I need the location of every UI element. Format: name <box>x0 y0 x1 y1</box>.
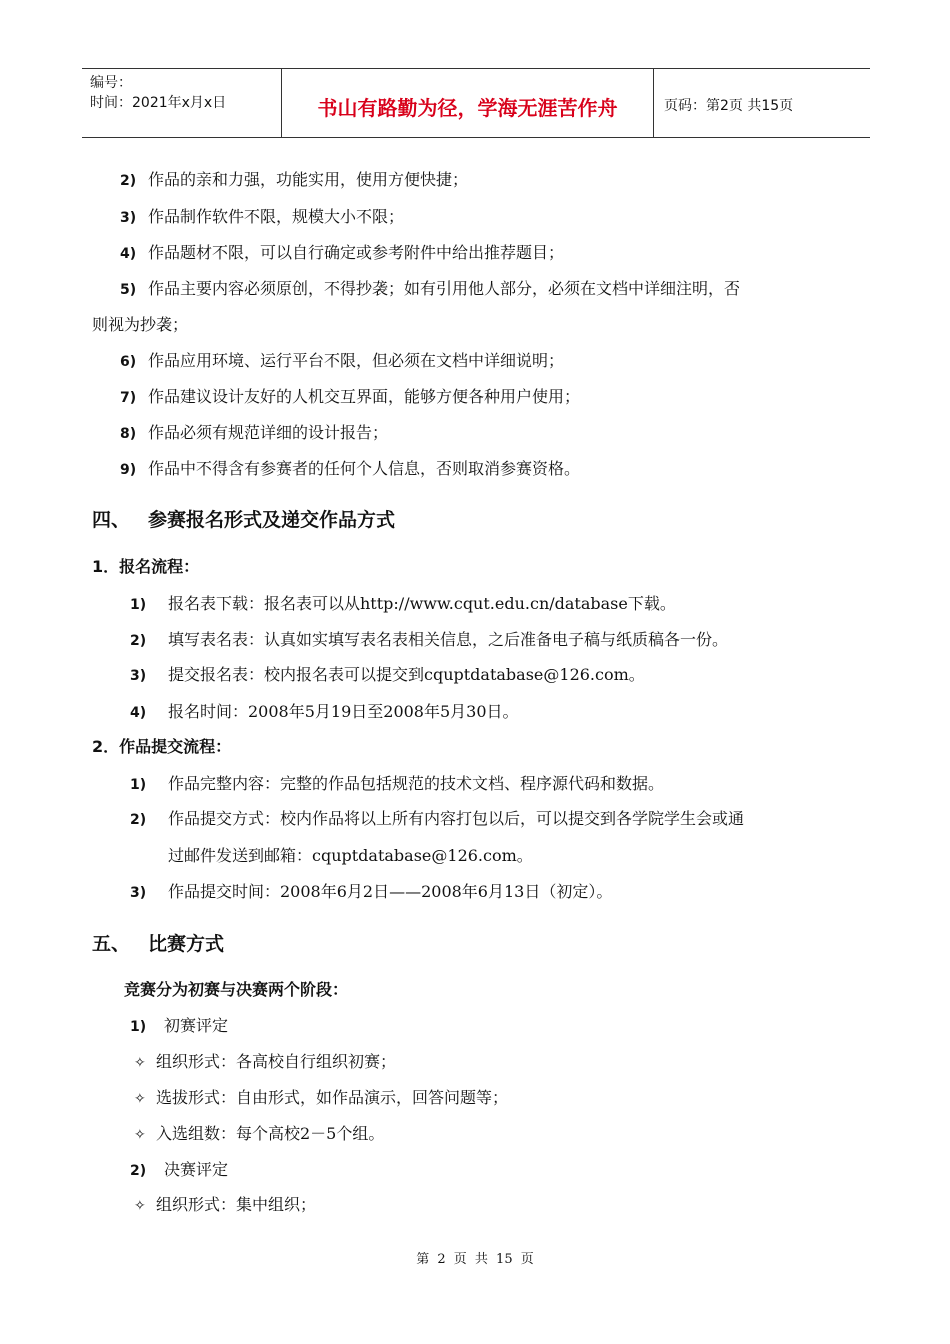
diamond-bullet-icon: ✧ <box>134 1055 146 1071</box>
list-item-continuation: 则视为抄袭； <box>92 315 189 334</box>
stage-heading: 2) 决赛评定 <box>130 1160 229 1179</box>
header-page: 页码：第2页 共15页 <box>664 98 794 114</box>
list-item: 4) 报名时间：2008年5月19日至2008年5月30日。 <box>130 702 519 721</box>
header-meta <box>82 69 282 137</box>
subsection-heading: 1．报名流程： <box>92 557 200 576</box>
header-motto: 书山有路勤为径，学海无涯苦作舟 <box>282 69 654 137</box>
list-item: 1) 报名表下载：报名表可以从http://www.cqut.edu.cn/database下载。 <box>130 594 676 613</box>
list-item: 4) 作品题材不限，可以自行确定或参考附件中给出推荐题目； <box>120 243 565 262</box>
page-header <box>82 68 870 138</box>
intro-text: 竞赛分为初赛与决赛两个阶段： <box>124 980 349 999</box>
list-item: 3) 作品提交时间：2008年6月2日——2008年6月13日（初定）。 <box>130 882 613 901</box>
bullet-item: ✧ 组织形式：各高校自行组织初赛； <box>134 1052 397 1071</box>
header-date: 时间：2021年x月x日 <box>90 95 227 111</box>
list-item: 8) 作品必须有规范详细的设计报告； <box>120 423 389 442</box>
list-item: 7) 作品建议设计友好的人机交互界面，能够方便各种用户使用； <box>120 387 581 406</box>
list-item: 2) 填写表名表：认真如实填写表名表相关信息，之后准备电子稿与纸质稿各一份。 <box>130 630 729 649</box>
list-item-continuation: 过邮件发送到邮箱：cquptdatabase@126.com。 <box>168 846 533 865</box>
subsection-heading: 2．作品提交流程： <box>92 737 232 756</box>
section-heading: 五、 比赛方式 <box>92 933 225 955</box>
section-heading: 四、 参赛报名形式及递交作品方式 <box>92 509 396 531</box>
bullet-item: ✧ 入选组数：每个高校2－5个组。 <box>134 1124 385 1143</box>
list-item: 5) 作品主要内容必须原创，不得抄袭；如有引用他人部分，必须在文档中详细注明，否 <box>120 279 741 298</box>
list-item: 1) 作品完整内容：完整的作品包括规范的技术文档、程序源代码和数据。 <box>130 774 665 793</box>
list-item: 6) 作品应用环境、运行平台不限，但必须在文档中详细说明； <box>120 351 565 370</box>
bullet-item: ✧ 组织形式：集中组织； <box>134 1195 317 1214</box>
list-item: 2) 作品提交方式：校内作品将以上所有内容打包以后，可以提交到各学院学生会或通 <box>130 809 745 828</box>
page-footer: 第 2 页 共 15 页 <box>416 1252 534 1267</box>
header-code: 编号： <box>90 75 132 91</box>
diamond-bullet-icon: ✧ <box>134 1127 146 1143</box>
list-item: 3) 提交报名表：校内报名表可以提交到cquptdatabase@126.com。 <box>130 665 645 684</box>
list-item: 2) 作品的亲和力强，功能实用，使用方便快捷； <box>120 170 469 189</box>
diamond-bullet-icon: ✧ <box>134 1198 146 1214</box>
diamond-bullet-icon: ✧ <box>134 1091 146 1107</box>
list-item: 3) 作品制作软件不限，规模大小不限； <box>120 207 405 226</box>
bullet-item: ✧ 选拔形式：自由形式，如作品演示，回答问题等； <box>134 1088 509 1107</box>
stage-heading: 1) 初赛评定 <box>130 1016 229 1035</box>
list-item: 9) 作品中不得含有参赛者的任何个人信息，否则取消参赛资格。 <box>120 459 581 478</box>
